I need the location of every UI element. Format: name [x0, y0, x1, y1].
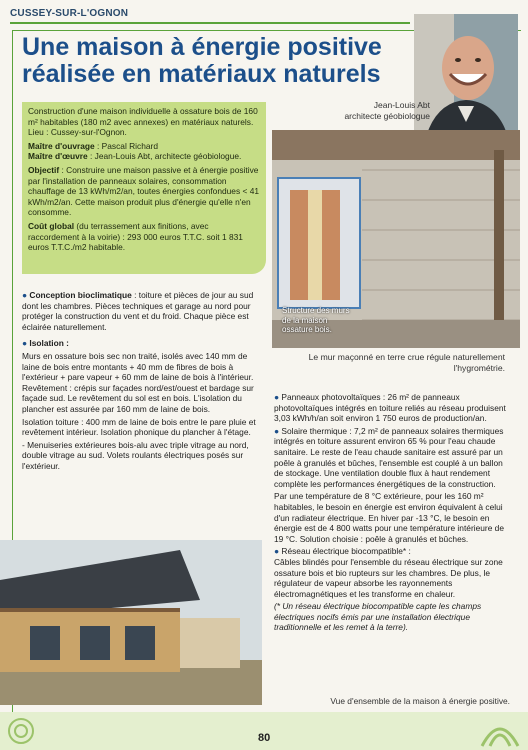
location-label: CUSSEY-SUR-L'OGNON — [10, 8, 129, 19]
wall-inset-caption: Structure des murs de la maison ossature bois. — [282, 306, 350, 334]
architect-name: Jean-Louis Abt — [373, 100, 430, 110]
bullet-icon: ● — [274, 425, 282, 436]
pv-paragraph — [274, 392, 512, 424]
solar-text: Solaire thermique : 7,2 m² de panneaux solaires thermiques intégrés en toiture assurent environ 65 % pour l'eau chaude sanitaire. Le reste de l'eau chaude sanitaire est assuré par un poêle à granulés et bûches, l'ensemble est couplé à un ballon de stockage. Une ventilation double flux à haut rendement complète les performances énergétiques de la construction. — [274, 425, 504, 489]
objective-value: : Construire une maison passive et à énergie positive par l'installation de panneaux solaires, consommation chauffage de 13 kWh/m2/an, toutes énergies confondues < 41 kWh/m2/an. Cette maison produit plus d'énergie qu'elle n'en consomme. — [28, 164, 260, 218]
architect-role: architecte géobiologue — [344, 111, 430, 121]
isolation-paragraph-3: - Menuiseries extérieures bois-alu avec triple vitrage au nord, double vitrage au sud. Volets roulants électriques posés sur l'extérieur. — [22, 439, 249, 471]
bullet-icon: ● — [22, 290, 30, 300]
owner-line — [28, 141, 260, 152]
conception-paragraph — [22, 290, 262, 332]
architect-portrait — [414, 14, 518, 144]
article-title: Une maison à énergie positive réalisée en matériaux naturels — [22, 33, 382, 88]
objective-label: Objectif — [28, 164, 60, 175]
portrait-caption — [300, 100, 430, 122]
objective-line — [28, 165, 260, 218]
page-number: 80 — [258, 732, 271, 744]
cost-line — [28, 221, 260, 253]
footer-band — [0, 712, 528, 750]
isolation-paragraph-2: Isolation toiture : 400 mm de laine de bois entre le pare pluie et revêtement intérieur. Isolation phonique du plancher à l'étage. — [22, 416, 256, 438]
right-column — [274, 392, 512, 635]
house-caption: Vue d'ensemble de la maison à énergie positive. — [330, 696, 510, 706]
wall-photo-caption: Le mur maçonné en terre crue régule naturellement l'hygrométrie. — [308, 352, 505, 373]
bullet-icon: ● — [274, 546, 282, 557]
owner-value: : Pascal Richard — [94, 140, 158, 151]
cost-label: Coût global — [28, 220, 75, 231]
cost-value: (du terrassement aux finitions, avec raccordement à la voirie) : 293 000 euros T.T.C. soit 1 831 euros T.T.C./m2 habitable. — [28, 220, 243, 253]
footnote: (* Un réseau électrique biocompatible capte les champs électriques nocifs émis par une installation électrique traditionnelle et les remet à la terre). — [274, 601, 482, 633]
temperature-paragraph: Par une température de 8 °C extérieure, pour les 160 m² habitables, le besoin en énergie est environ équivalent à celui d'un radiateur électrique. En hiver par -13 °C, le besoin en énergie est de 4 800 watts pour une température intérieure de 19 °C. Solution choisie : poêle à granulés et bûches. — [274, 491, 504, 544]
bullet-icon: ● — [22, 338, 30, 349]
conception-label: Conception bioclimatique — [29, 290, 132, 300]
leaf-pattern-icon — [478, 712, 522, 750]
isolation-paragraph-1: Murs en ossature bois sec non traité, isolés avec 140 mm de laine de bois entre montants + 40 mm de fibres de bois à l'extérieur + pare vapeur + 60 mm de laine de bois à l'intérieur. Revêtement : crépis sur façades nord/est/ouest et bardage sur façade sud. Le revêtement du sol est en bois. L'isolation du plancher est assurée par 160 mm de laine de bois. — [22, 350, 254, 414]
network-paragraph: Câbles blindés pour l'ensemble du réseau électrique sur zone ossature bois et bio rupteurs sur les chambres. De plus, le régulateur de vapeur absorbe les rayonnements électromagnétiques et les transforme en chaleur. — [274, 556, 503, 599]
isolation-heading — [22, 338, 262, 349]
isolation-label: Isolation : — [29, 338, 69, 349]
network-heading — [274, 546, 512, 557]
bullet-icon: ● — [274, 392, 282, 402]
summary-intro: Construction d'une maison individuelle à ossature bois de 160 m² habitables (180 m2 avec annexes) en matériaux naturels. Lieu : Cussey-sur-l'Ognon. — [28, 106, 258, 138]
header-rule — [10, 22, 410, 24]
leaf-decoration-icon — [6, 716, 36, 746]
summary-box — [22, 102, 266, 274]
builder-line — [28, 151, 260, 162]
network-label: Réseau électrique biocompatible* : — [281, 546, 411, 557]
portrait-illustration — [414, 14, 518, 144]
conception-text: : toiture et pièces de jour au sud dont les chambres. Pièces techniques et garage au nord pour protéger la construction du vent et du froid. Chaque pièce est éclairée naturellement. — [22, 290, 254, 332]
house-illustration — [0, 540, 262, 705]
builder-label: Maître d'œuvre — [28, 151, 88, 162]
house-photo — [0, 540, 262, 705]
solar-paragraph — [274, 426, 512, 490]
pv-text: Panneaux photovoltaïques : 26 m² de panneaux photovoltaïques intégrés en toiture reliés au réseau produisent 3,03 kWh/h/an soit environ 1 750 euros de production/an. — [274, 392, 506, 424]
owner-label: Maître d'ouvrage — [28, 140, 95, 151]
builder-value: : Jean-Louis Abt, architecte géobiologue. — [87, 151, 242, 162]
left-column — [22, 290, 262, 474]
